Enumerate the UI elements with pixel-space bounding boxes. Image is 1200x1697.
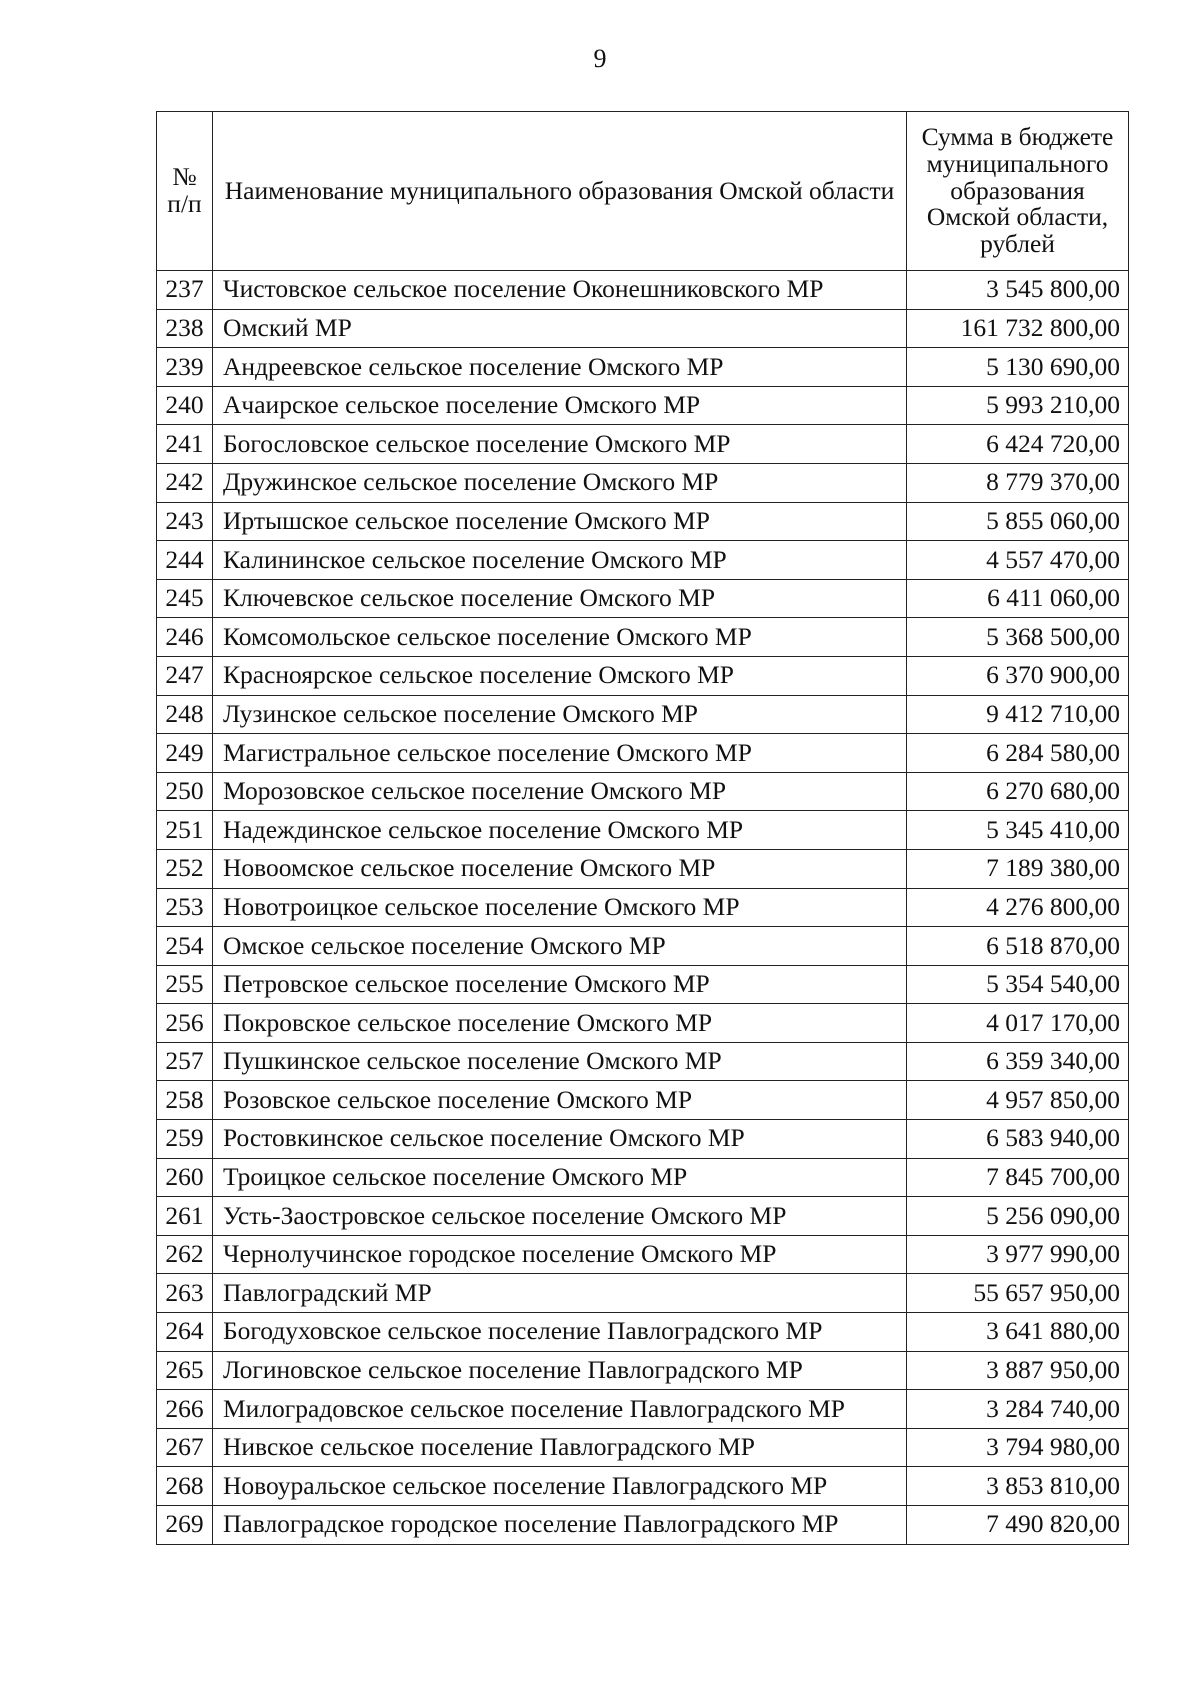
row-number-cell: 256: [157, 1004, 213, 1043]
row-name-cell: Морозовское сельское поселение Омского МР: [213, 772, 907, 811]
row-sum-cell: 3 853 810,00: [907, 1467, 1129, 1506]
table-row: [157, 1313, 1129, 1352]
row-sum-cell: 5 993 210,00: [907, 386, 1129, 425]
row-number-cell: 257: [157, 1042, 213, 1081]
row-sum-cell: 7 845 700,00: [907, 1158, 1129, 1197]
row-name-cell: Комсомольское сельское поселение Омского МР: [213, 618, 907, 657]
row-sum-cell: 161 732 800,00: [907, 309, 1129, 348]
row-number-cell: 251: [157, 811, 213, 850]
row-name-cell: Логиновское сельское поселение Павлоградского МР: [213, 1351, 907, 1390]
row-number-cell: 255: [157, 965, 213, 1004]
table-row: [157, 656, 1129, 695]
table-row: [157, 463, 1129, 502]
table-row: [157, 1351, 1129, 1390]
table-row: [157, 1120, 1129, 1159]
header-name: Наименование муниципального образования Омской области: [213, 112, 907, 271]
table-row: [157, 1158, 1129, 1197]
row-number-cell: 266: [157, 1390, 213, 1429]
table-row: [157, 386, 1129, 425]
table-row: [157, 1197, 1129, 1236]
row-sum-cell: 4 557 470,00: [907, 541, 1129, 580]
table-row: [157, 1274, 1129, 1313]
row-number-cell: 268: [157, 1467, 213, 1506]
row-name-cell: Надеждинское сельское поселение Омского МР: [213, 811, 907, 850]
row-name-cell: Иртышское сельское поселение Омского МР: [213, 502, 907, 541]
row-name-cell: Новоуральское сельское поселение Павлоградского МР: [213, 1467, 907, 1506]
row-sum-cell: 6 284 580,00: [907, 734, 1129, 773]
row-number-cell: 242: [157, 463, 213, 502]
table-row: [157, 348, 1129, 387]
table-row: [157, 1428, 1129, 1467]
row-name-cell: Омский МР: [213, 309, 907, 348]
row-sum-cell: 5 354 540,00: [907, 965, 1129, 1004]
table-row: [157, 425, 1129, 464]
row-number-cell: 259: [157, 1120, 213, 1159]
row-sum-cell: 4 017 170,00: [907, 1004, 1129, 1043]
row-name-cell: Чистовское сельское поселение Оконешниковского МР: [213, 271, 907, 310]
row-name-cell: Ключевское сельское поселение Омского МР: [213, 579, 907, 618]
row-name-cell: Богодуховское сельское поселение Павлоградского МР: [213, 1313, 907, 1352]
row-number-cell: 258: [157, 1081, 213, 1120]
budget-table: [156, 111, 1129, 1545]
row-sum-cell: 3 284 740,00: [907, 1390, 1129, 1429]
row-name-cell: Ачаирское сельское поселение Омского МР: [213, 386, 907, 425]
table-row: [157, 695, 1129, 734]
table-header-row: [157, 112, 1129, 271]
row-sum-cell: 5 345 410,00: [907, 811, 1129, 850]
row-sum-cell: 6 370 900,00: [907, 656, 1129, 695]
row-name-cell: Усть-Заостровское сельское поселение Омского МР: [213, 1197, 907, 1236]
row-sum-cell: 5 256 090,00: [907, 1197, 1129, 1236]
table-row: [157, 309, 1129, 348]
row-sum-cell: 55 657 950,00: [907, 1274, 1129, 1313]
table-row: [157, 271, 1129, 310]
row-sum-cell: 8 779 370,00: [907, 463, 1129, 502]
row-sum-cell: 6 359 340,00: [907, 1042, 1129, 1081]
row-number-cell: 247: [157, 656, 213, 695]
table-row: [157, 1506, 1129, 1545]
row-name-cell: Богословское сельское поселение Омского МР: [213, 425, 907, 464]
row-number-cell: 237: [157, 271, 213, 310]
row-number-cell: 267: [157, 1428, 213, 1467]
row-name-cell: Павлоградский МР: [213, 1274, 907, 1313]
table-row: [157, 927, 1129, 966]
row-number-cell: 260: [157, 1158, 213, 1197]
header-sum: Сумма в бюджете муниципального образования Омской области, рублей: [907, 112, 1129, 271]
table-row: [157, 618, 1129, 657]
row-name-cell: Магистральное сельское поселение Омского МР: [213, 734, 907, 773]
row-number-cell: 249: [157, 734, 213, 773]
row-sum-cell: 9 412 710,00: [907, 695, 1129, 734]
row-sum-cell: 6 518 870,00: [907, 927, 1129, 966]
row-number-cell: 269: [157, 1506, 213, 1545]
row-sum-cell: 5 130 690,00: [907, 348, 1129, 387]
table-row: [157, 579, 1129, 618]
row-number-cell: 263: [157, 1274, 213, 1313]
row-name-cell: Троицкое сельское поселение Омского МР: [213, 1158, 907, 1197]
row-name-cell: Андреевское сельское поселение Омского МР: [213, 348, 907, 387]
row-number-cell: 248: [157, 695, 213, 734]
header-number: № п/п: [157, 112, 213, 271]
row-name-cell: Чернолучинское городское поселение Омского МР: [213, 1235, 907, 1274]
table-row: [157, 1042, 1129, 1081]
row-name-cell: Милоградовское сельское поселение Павлоградского МР: [213, 1390, 907, 1429]
row-sum-cell: 3 977 990,00: [907, 1235, 1129, 1274]
row-sum-cell: 4 276 800,00: [907, 888, 1129, 927]
row-number-cell: 252: [157, 849, 213, 888]
row-number-cell: 246: [157, 618, 213, 657]
table-row: [157, 502, 1129, 541]
table-row: [157, 811, 1129, 850]
table-row: [157, 965, 1129, 1004]
row-sum-cell: 7 490 820,00: [907, 1506, 1129, 1545]
row-name-cell: Дружинское сельское поселение Омского МР: [213, 463, 907, 502]
table-row: [157, 772, 1129, 811]
row-number-cell: 264: [157, 1313, 213, 1352]
row-sum-cell: 5 855 060,00: [907, 502, 1129, 541]
row-name-cell: Пушкинское сельское поселение Омского МР: [213, 1042, 907, 1081]
row-sum-cell: 3 887 950,00: [907, 1351, 1129, 1390]
row-name-cell: Петровское сельское поселение Омского МР: [213, 965, 907, 1004]
row-sum-cell: 6 411 060,00: [907, 579, 1129, 618]
row-number-cell: 262: [157, 1235, 213, 1274]
table-row: [157, 734, 1129, 773]
table-row: [157, 849, 1129, 888]
row-number-cell: 244: [157, 541, 213, 580]
row-name-cell: Красноярское сельское поселение Омского МР: [213, 656, 907, 695]
table-row: [157, 541, 1129, 580]
row-sum-cell: 7 189 380,00: [907, 849, 1129, 888]
row-name-cell: Розовское сельское поселение Омского МР: [213, 1081, 907, 1120]
row-name-cell: Покровское сельское поселение Омского МР: [213, 1004, 907, 1043]
row-name-cell: Лузинское сельское поселение Омского МР: [213, 695, 907, 734]
row-number-cell: 238: [157, 309, 213, 348]
row-name-cell: Нивское сельское поселение Павлоградского МР: [213, 1428, 907, 1467]
row-sum-cell: 4 957 850,00: [907, 1081, 1129, 1120]
row-sum-cell: 6 424 720,00: [907, 425, 1129, 464]
row-name-cell: Ростовкинское сельское поселение Омского МР: [213, 1120, 907, 1159]
table-row: [157, 1235, 1129, 1274]
page-number: 9: [593, 44, 607, 73]
row-number-cell: 250: [157, 772, 213, 811]
row-number-cell: 241: [157, 425, 213, 464]
row-number-cell: 253: [157, 888, 213, 927]
row-sum-cell: 3 545 800,00: [907, 271, 1129, 310]
table-row: [157, 1081, 1129, 1120]
table-row: [157, 1390, 1129, 1429]
row-number-cell: 240: [157, 386, 213, 425]
row-number-cell: 245: [157, 579, 213, 618]
row-number-cell: 265: [157, 1351, 213, 1390]
row-sum-cell: 3 641 880,00: [907, 1313, 1129, 1352]
row-sum-cell: 5 368 500,00: [907, 618, 1129, 657]
table-row: [157, 888, 1129, 927]
row-number-cell: 261: [157, 1197, 213, 1236]
row-number-cell: 243: [157, 502, 213, 541]
table-row: [157, 1004, 1129, 1043]
row-name-cell: Новотроицкое сельское поселение Омского МР: [213, 888, 907, 927]
row-sum-cell: 3 794 980,00: [907, 1428, 1129, 1467]
row-sum-cell: 6 583 940,00: [907, 1120, 1129, 1159]
row-name-cell: Омское сельское поселение Омского МР: [213, 927, 907, 966]
row-name-cell: Калининское сельское поселение Омского МР: [213, 541, 907, 580]
row-name-cell: Новоомское сельское поселение Омского МР: [213, 849, 907, 888]
row-sum-cell: 6 270 680,00: [907, 772, 1129, 811]
row-number-cell: 254: [157, 927, 213, 966]
row-number-cell: 239: [157, 348, 213, 387]
row-name-cell: Павлоградское городское поселение Павлоградского МР: [213, 1506, 907, 1545]
table-row: [157, 1467, 1129, 1506]
